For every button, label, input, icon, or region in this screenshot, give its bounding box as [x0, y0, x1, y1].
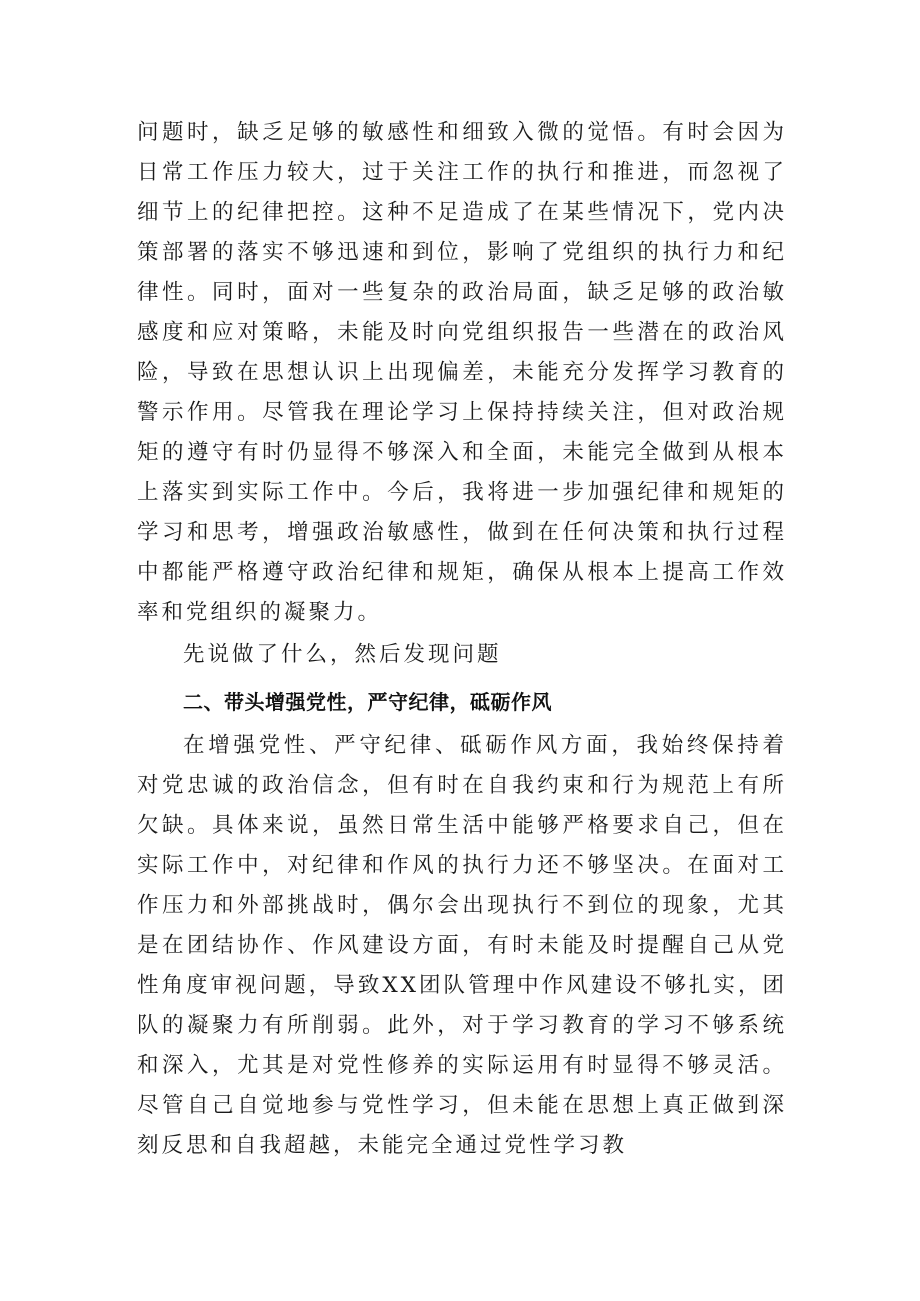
- section-heading: 二、带头增强党性，严守纪律，砥砺作风: [183, 690, 552, 714]
- paragraph-continued: 问题时，缺乏足够的敏感性和细致入微的觉悟。有时会因为日常工作压力较大，过于关注工作的执行和推进，而忽视了细节上的纪律把控。这种不足造成了在某些情况下，党内决策部署的落实不够迅速和到位，影响了党组织的执行力和纪律性。同时，面对一些复杂的政治局面，缺乏足够的政治敏感度和应对策略，未能及时向党组织报告一些潜在的政治风险，导致在思想认识上出现偏差，未能充分发挥学习教育的警示作用。尽管我在理论学习上保持持续关注，但对政治规矩的遵守有时仍显得不够深入和全面，未能完全做到从根本上落实到实际工作中。今后，我将进一步加强纪律和规矩的学习和思考，增强政治敏感性，做到在任何决策和执行过程中都能严格遵守政治纪律和规矩，确保从根本上提高工作效率和党组织的凝聚力。: [137, 120, 787, 625]
- document-body: [137, 113, 787, 1166]
- section-paragraph: 在增强党性、严守纪律、砥砺作风方面，我始终保持着对党忠诚的政治信念，但有时在自我约束和行为规范上有所欠缺。具体来说，虽然日常生活中能够严格要求自己，但在实际工作中，对纪律和作风的执行力还不够坚决。在面对工作压力和外部挑战时，偶尔会出现执行不到位的现象，尤其是在团结协作、作风建设方面，有时未能及时提醒自己从党性角度审视问题，导致XX团队管理中作风建设不够扎实，团队的凝聚力有所削弱。此外，对于学习教育的学习不够系统和深入，尤其是对党性修养的实际运用有时显得不够灵活。尽管自己自觉地参与党性学习，但未能在思想上真正做到深刻反思和自我超越，未能完全通过党性学习教: [137, 733, 787, 1158]
- author-note: 先说做了什么，然后发现问题: [183, 642, 502, 667]
